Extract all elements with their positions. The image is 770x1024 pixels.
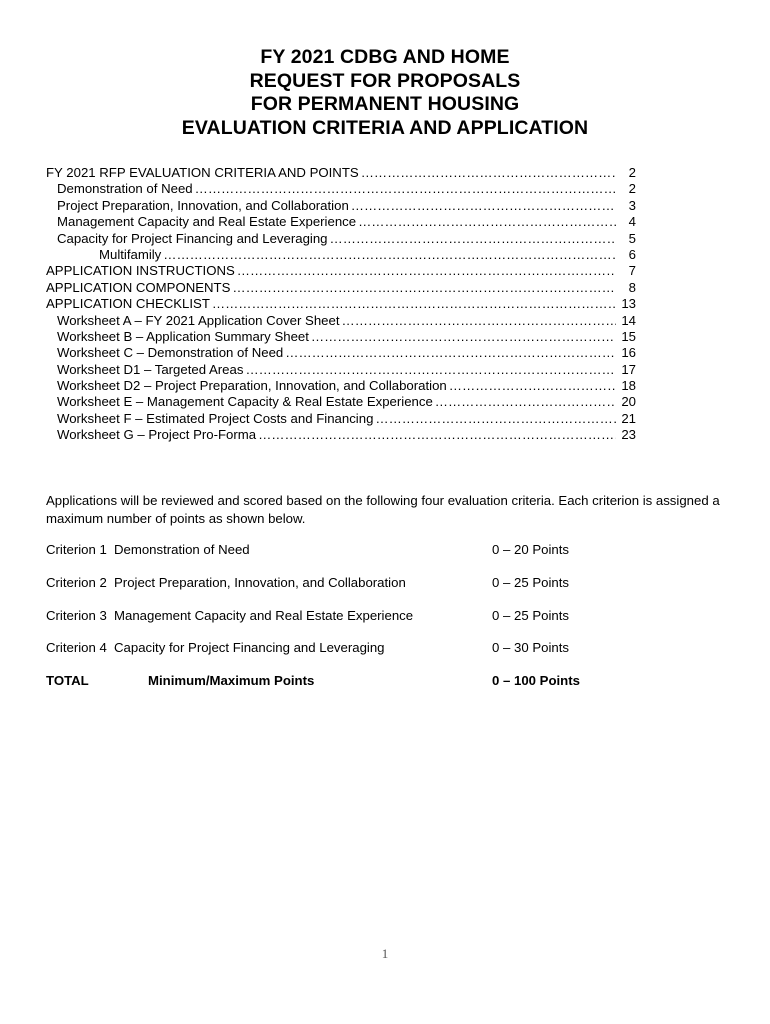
criterion-name: Management Capacity and Real Estate Experience [114,607,414,623]
criterion-label [46,607,413,625]
toc-entry-label: Worksheet A – FY 2021 Application Cover Sheet [57,312,340,328]
criterion-label [46,574,406,592]
toc-entry-label: APPLICATION INSTRUCTIONS [46,263,235,279]
toc-leader-dots [435,394,616,410]
toc-leader-dots [311,329,616,345]
toc-entry-label: Demonstration of Need [57,181,193,197]
toc-leader-dots [449,378,616,394]
toc-entry[interactable] [46,247,636,263]
toc-entry-page: 4 [628,214,636,230]
toc-leader-dots [258,427,616,443]
toc-entry[interactable] [46,296,636,312]
toc-entry-label: Management Capacity and Real Estate Experience [57,214,357,230]
criterion-points: 0 – 25 Points [492,574,569,590]
title-line: REQUEST FOR PROPOSALS [249,69,521,92]
criterion-number: Criterion 3 [46,607,107,623]
toc-entry[interactable] [46,362,636,378]
total-points: 0 – 100 Points [492,673,580,689]
criterion-label [46,541,250,559]
toc-entry[interactable] [46,427,636,443]
toc-entry-label: FY 2021 RFP EVALUATION CRITERIA AND POINTS [46,165,359,180]
table-of-contents [46,165,636,444]
toc-leader-dots [330,231,617,247]
toc-leader-dots [163,247,616,263]
total-description: Minimum/Maximum Points [148,673,315,689]
toc-entry-page: 23 [621,427,636,443]
criterion-points: 0 – 30 Points [492,640,569,656]
criterion-points: 0 – 25 Points [492,607,569,623]
toc-entry-page: 15 [621,328,636,344]
criterion-row [46,541,726,574]
total-row [46,672,726,692]
toc-entry[interactable] [46,263,636,279]
page-number: 1 [381,946,389,961]
criterion-name: Demonstration of Need [114,542,250,557]
toc-entry-page: 6 [628,246,636,262]
toc-leader-dots [195,181,616,197]
toc-leader-dots [232,280,616,296]
toc-entry[interactable] [46,181,636,197]
toc-entry-label: Project Preparation, Innovation, and Collaboration [57,197,349,213]
toc-entry-page: 8 [628,279,636,295]
toc-entry[interactable] [46,313,636,329]
toc-entry[interactable] [46,231,636,247]
toc-entry-label: Worksheet E – Management Capacity & Real Estate Experience [57,394,433,410]
criterion-number: Criterion 2 [46,574,107,590]
toc-entry-label: Worksheet D1 – Targeted Areas [57,361,244,377]
criterion-name: Capacity for Project Financing and Leveraging [114,640,385,656]
toc-entry-page: 14 [621,312,636,328]
toc-leader-dots [342,313,617,329]
toc-entry[interactable] [46,329,636,345]
title-line: EVALUATION CRITERIA AND APPLICATION [181,116,589,139]
toc-entry[interactable] [46,345,636,361]
toc-entry-label: APPLICATION CHECKLIST [46,296,210,312]
toc-leader-dots [375,411,616,427]
toc-leader-dots [358,214,616,230]
toc-entry-label: Worksheet B – Application Summary Sheet [57,328,309,344]
toc-entry-page: 21 [621,410,636,426]
toc-entry[interactable] [46,214,636,230]
toc-leader-dots [285,345,616,361]
document-title [0,46,770,140]
toc-entry-label: Worksheet C – Demonstration of Need [57,345,284,361]
toc-leader-dots [212,296,616,312]
toc-entry[interactable] [46,394,636,410]
toc-entry-page: 2 [628,165,636,180]
criterion-row [46,607,726,640]
toc-entry-page: 2 [628,181,636,197]
criterion-name: Project Preparation, Innovation, and Collaboration [114,574,406,590]
toc-entry-label: Worksheet D2 – Project Preparation, Innovation, and Collaboration [57,378,447,394]
total-label: TOTAL [46,673,89,689]
criterion-row [46,574,726,607]
criterion-points: 0 – 20 Points [492,542,569,557]
toc-entry-page: 18 [621,378,636,394]
criterion-label [46,639,385,657]
criterion-row [46,639,726,672]
toc-entry-page: 16 [621,345,636,361]
toc-entry[interactable] [46,165,636,181]
toc-entry-page: 5 [628,230,636,246]
criteria-table [46,541,726,692]
toc-entry-label: Multifamily [99,246,162,262]
intro-paragraph: Applications will be reviewed and scored based on the following four evaluation criteria. Each criterion is assigned a maximum number of points as shown below. [46,493,720,526]
toc-entry[interactable] [46,198,636,214]
toc-entry[interactable] [46,378,636,394]
toc-entry-label: APPLICATION COMPONENTS [46,279,231,295]
toc-entry-label: Worksheet G – Project Pro-Forma [57,427,257,443]
criterion-number: Criterion 4 [46,640,107,656]
toc-entry[interactable] [46,411,636,427]
toc-entry-label: Worksheet F – Estimated Project Costs and Financing [57,410,374,426]
toc-entry-page: 17 [621,361,636,377]
title-line: FY 2021 CDBG AND HOME [260,46,510,68]
toc-leader-dots [351,198,616,214]
criterion-number: Criterion 1 [46,542,107,557]
toc-entry-page: 7 [628,263,636,279]
toc-entry-page: 13 [621,296,636,312]
toc-entry-page: 20 [621,394,636,410]
toc-entry[interactable] [46,280,636,296]
title-line: FOR PERMANENT HOUSING [250,93,520,115]
toc-entry-page: 3 [628,197,636,213]
toc-leader-dots [245,362,616,378]
toc-entry-label: Capacity for Project Financing and Leveraging [57,230,328,246]
toc-leader-dots [237,263,616,279]
toc-leader-dots [361,165,616,181]
